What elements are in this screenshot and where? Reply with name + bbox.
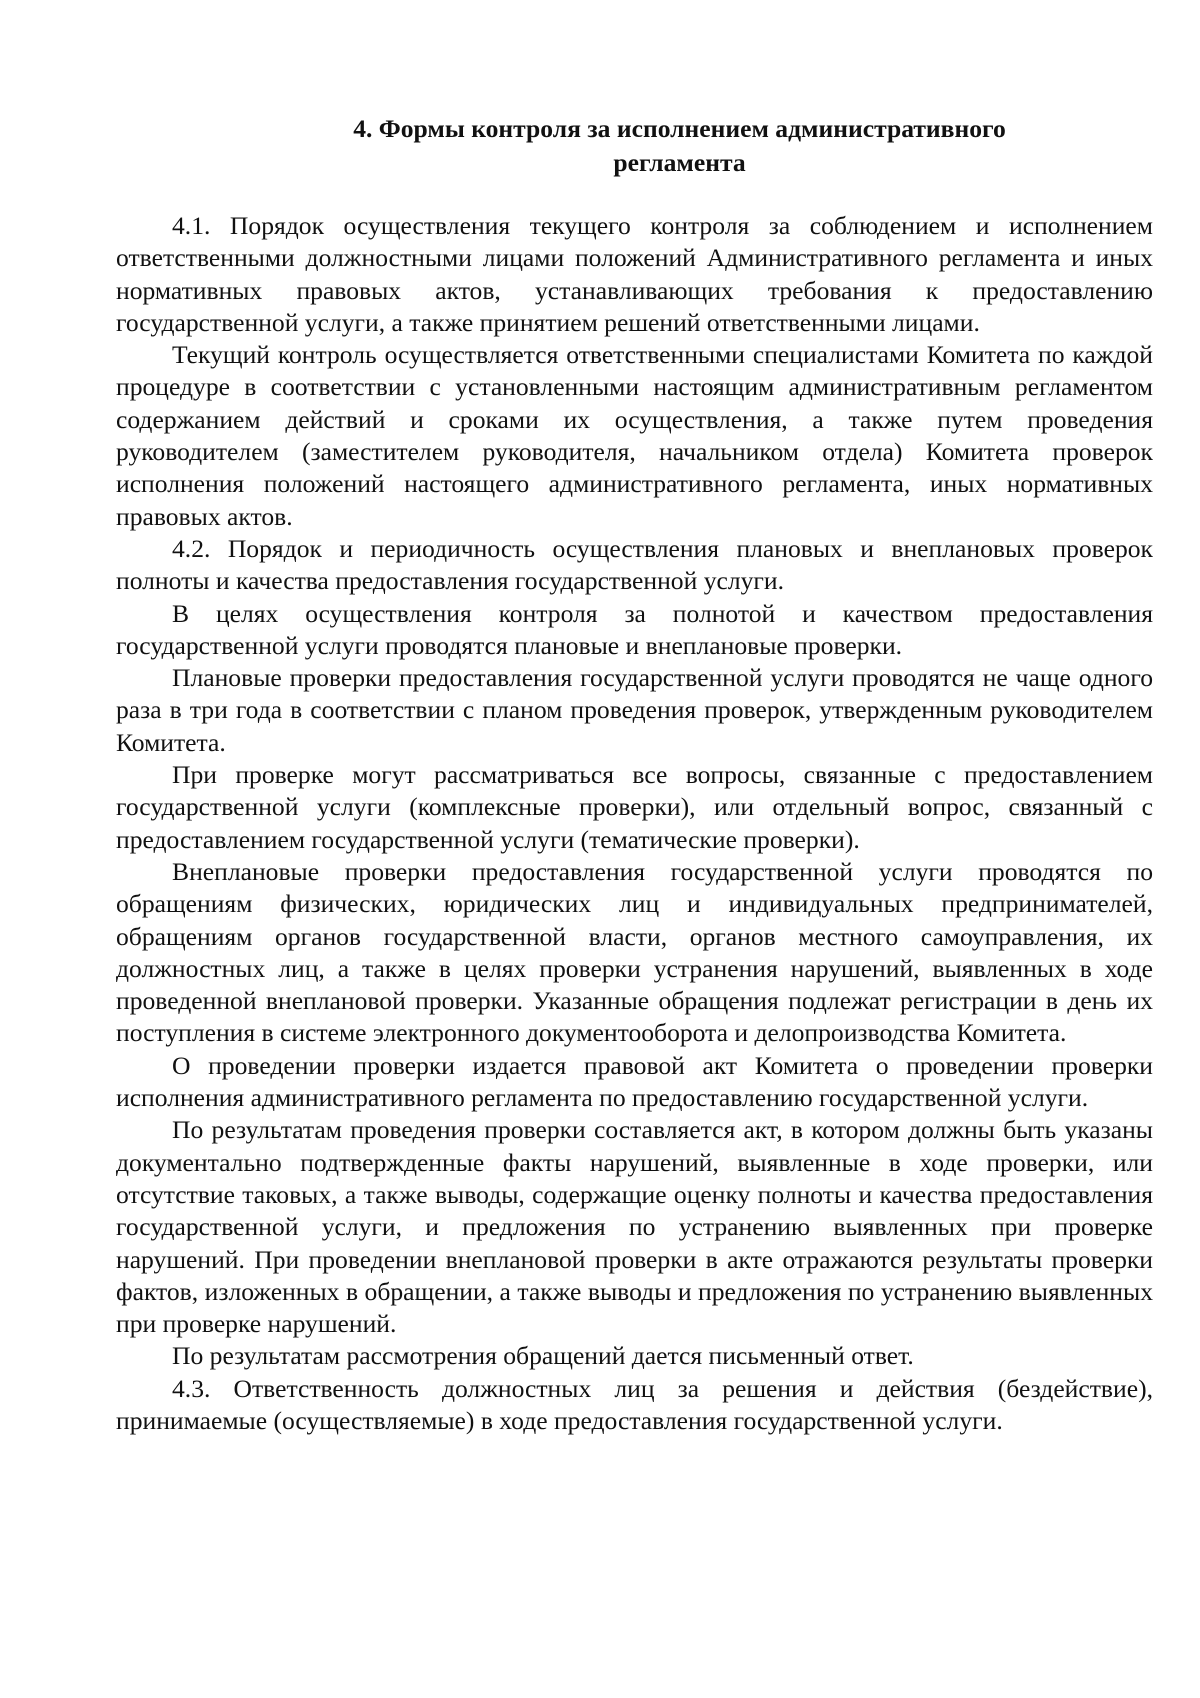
paragraph-legal-act: О проведении проверки издается правовой акт Комитета о проведении проверки исполнения административного регламента по предоставлению государственной услуги.: [116, 1050, 1153, 1113]
paragraph-check-scope: При проверке могут рассматриваться все вопросы, связанные с предоставлением государственной услуги (комплексные проверки), или отдельный вопрос, связанный с предоставлением государственной услуги (тематические проверки).: [116, 760, 1153, 854]
section-heading-line-2: регламента: [613, 148, 746, 177]
document-page: [116, 112, 1153, 1437]
paragraph-planned-checks: Плановые проверки предоставления государственной услуги проводятся не чаще одного раза в три года в соответствии с планом проведения проверок, утвержденным руководителем Комитета.: [116, 663, 1153, 757]
paragraph-check-results: По результатам проведения проверки составляется акт, в котором должны быть указаны документально подтвержденные факты нарушений, выявленные в ходе проверки, или отсутствие таковых, а также выводы, содержащие оценку полноты и качества предоставления государственной услуги, и предложения по устранению выявленных при проверке нарушений. При проведении внеплановой проверки в акте отражаются результаты проверки фактов, изложенных в обращении, а также выводы и предложения по устранению выявленных при проверке нарушений.: [116, 1115, 1153, 1339]
paragraph-control-purpose: В целях осуществления контроля за полнотой и качеством предоставления государственной услуги проводятся плановые и внеплановые проверки.: [116, 598, 1153, 660]
paragraph-written-response: По результатам рассмотрения обращений дается письменный ответ.: [172, 1341, 914, 1371]
paragraph-4-3: 4.3. Ответственность должностных лиц за решения и действия (бездействие), принимаемые (осуществляемые) в ходе предоставления государственной услуги.: [116, 1373, 1153, 1435]
section-heading-line-1: 4. Формы контроля за исполнением административного: [353, 114, 1006, 143]
paragraph-unplanned-checks: Внеплановые проверки предоставления государственной услуги проводятся по обращениям физических, юридических лиц и индивидуальных предпринимателей, обращениям органов государственной власти, органов местного самоуправления, их должностных лиц, а также в целях проверки устранения нарушений, выявленных в ходе проведенной внеплановой проверки. Указанные обращения подлежат регистрации в день их поступления в системе электронного документооборота и делопроизводства Комитета.: [116, 856, 1153, 1048]
paragraph-4-2: 4.2. Порядок и периодичность осуществления плановых и внеплановых проверок полноты и качества предоставления государственной услуги.: [116, 533, 1153, 596]
paragraph-current-control: Текущий контроль осуществляется ответственными специалистами Комитета по каждой процедуре в соответствии с установленными настоящим административным регламентом содержанием действий и сроками их осуществления, а также путем проведения руководителем (заместителем руководителя, начальником отдела) Комитета проверок исполнения положений настоящего административного регламента, иных нормативных правовых актов.: [116, 340, 1153, 531]
paragraph-4-1: 4.1. Порядок осуществления текущего контроля за соблюдением и исполнением ответственными должностными лицами положений Административного регламента и иных нормативных правовых актов, устанавливающих требования к предоставлению государственной услуги, а также принятием решений ответственными лицами.: [116, 211, 1153, 337]
section-heading: [116, 112, 1153, 180]
